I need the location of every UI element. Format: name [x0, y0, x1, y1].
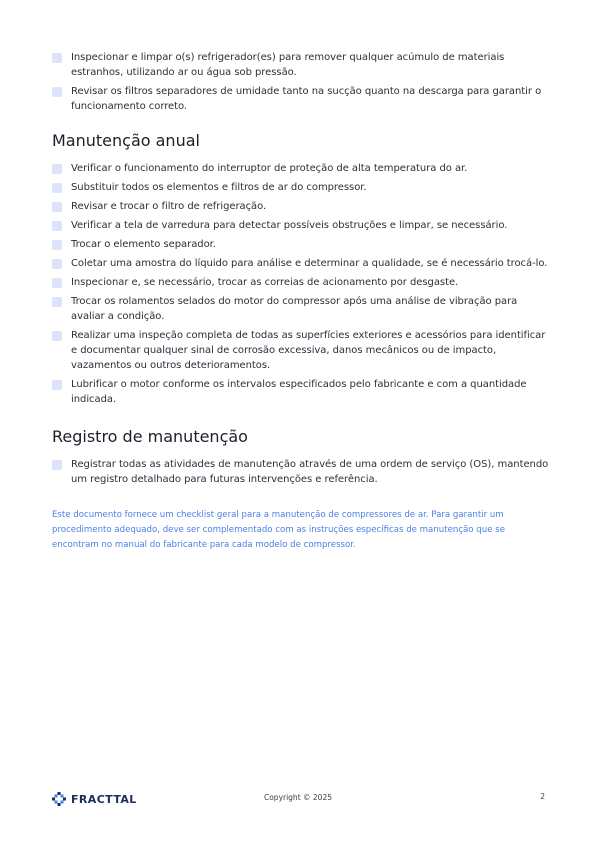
checklist-item — [52, 237, 552, 252]
checkbox-icon[interactable] — [52, 297, 62, 307]
checkbox-icon[interactable] — [52, 259, 62, 269]
page-number: 2 — [540, 792, 545, 801]
checklist-item-text: Revisar os filtros separadores de umidade tanto na sucção quanto na descarga para garantir o funcionamento correto. — [71, 86, 542, 112]
checkbox-icon[interactable] — [52, 202, 62, 212]
checkbox-icon[interactable] — [52, 183, 62, 193]
content — [52, 50, 552, 562]
checklist-item-text: Inspecionar e, se necessário, trocar as correias de acionamento por desgaste. — [71, 277, 459, 288]
checklist-item — [52, 275, 552, 290]
section-heading-annual: Manutenção anual — [52, 131, 200, 150]
checklist-item — [52, 180, 552, 195]
registro-checklist — [52, 457, 552, 487]
document-note: Este documento fornece um checklist geral para a manutenção de compressores de ar. Para garantir um procedimento adequado, deve ser complementado com as instruções específicas de manutenção que se encontram no manual do fabricante para cada modelo de compressor. — [52, 510, 505, 550]
checklist-item — [52, 294, 552, 324]
checklist-item-text: Verificar o funcionamento do interruptor de proteção de alta temperatura do ar. — [71, 163, 468, 174]
checklist-item — [52, 457, 552, 487]
checklist-item — [52, 218, 552, 233]
checklist-item-text: Coletar uma amostra do líquido para análise e determinar a qualidade, se é necessário trocá-lo. — [71, 258, 548, 269]
checklist-item-text: Lubrificar o motor conforme os intervalos especificados pelo fabricante e com a quantidade indicada. — [71, 379, 527, 405]
checkbox-icon[interactable] — [52, 278, 62, 288]
checklist-item — [52, 84, 552, 114]
checkbox-icon[interactable] — [52, 331, 62, 341]
checklist-item — [52, 199, 552, 214]
checkbox-icon[interactable] — [52, 87, 62, 97]
checkbox-icon[interactable] — [52, 221, 62, 231]
checklist-item-text: Registrar todas as atividades de manutenção através de uma ordem de serviço (OS), mantendo um registro detalhado para futuras intervenções e referência. — [71, 459, 549, 485]
checkbox-icon[interactable] — [52, 460, 62, 470]
checkbox-icon[interactable] — [52, 53, 62, 63]
copyright: Copyright © 2025 — [263, 793, 332, 802]
checklist-item-text: Verificar a tela de varredura para detectar possíveis obstruções e limpar, se necessário. — [71, 220, 508, 231]
checkbox-icon[interactable] — [52, 164, 62, 174]
checklist-item — [52, 328, 552, 373]
checklist-item — [52, 161, 552, 176]
annual-checklist — [52, 161, 552, 407]
section-heading-registro: Registro de manutenção — [52, 427, 248, 446]
checklist-item-text: Revisar e trocar o filtro de refrigeração. — [71, 201, 267, 212]
checklist-item-text: Inspecionar e limpar o(s) refrigerador(es) para remover qualquer acúmulo de materiais estranhos, utilizando ar ou água sob pressão. — [71, 52, 505, 78]
checklist-item — [52, 50, 552, 80]
checklist-item — [52, 377, 552, 407]
checklist-item — [52, 256, 552, 271]
checklist-item-text: Realizar uma inspeção completa de todas as superfícies exteriores e acessórios para identificar e documentar qualquer sinal de corrosão excessiva, danos mecânicos ou de impacto, vazamentos ou outros deterioramentos. — [71, 330, 546, 371]
checklist-item-text: Trocar o elemento separador. — [71, 239, 216, 250]
checklist-item-text: Trocar os rolamentos selados do motor do compressor após uma análise de vibração para avaliar a condição. — [71, 296, 518, 322]
intro-checklist — [52, 50, 552, 114]
checklist-item-text: Substituir todos os elementos e filtros de ar do compressor. — [71, 182, 367, 193]
checkbox-icon[interactable] — [52, 380, 62, 390]
logo-text: FRACTTAL — [71, 792, 137, 806]
checkbox-icon[interactable] — [52, 240, 62, 250]
